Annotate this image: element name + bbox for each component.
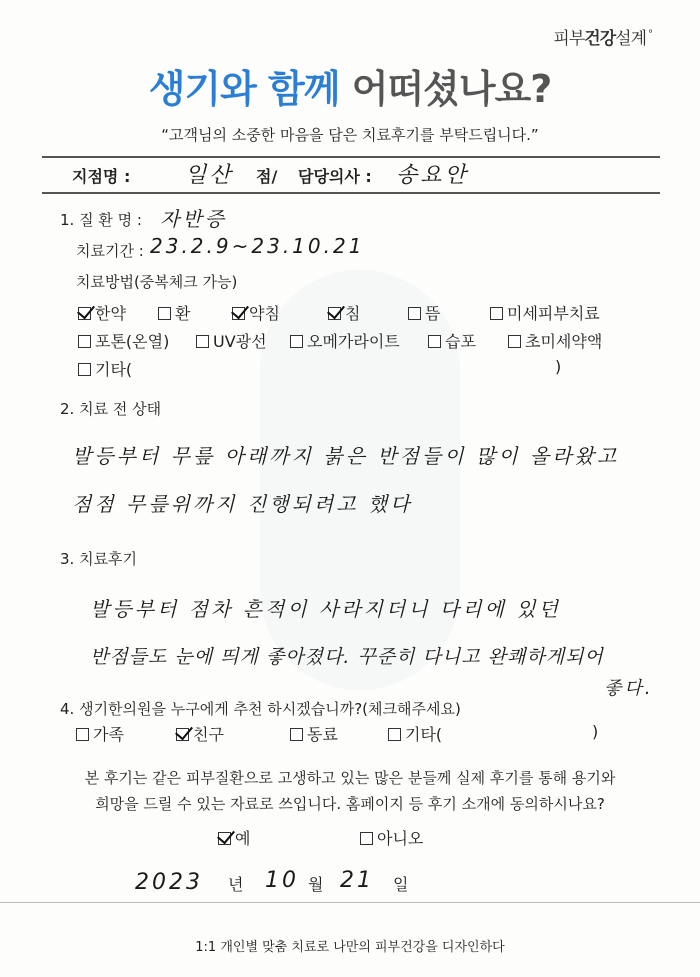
checkbox[interactable] [428,335,441,348]
checkbox-checked[interactable] [218,832,231,845]
recommend-label: 동료 [307,725,338,744]
brand-bold: 건강 [584,29,616,49]
date-day: 21 [340,868,374,893]
method-label: 환 [175,304,191,323]
recommend-other[interactable] [388,722,442,745]
consent-line2: 희망을 드릴 수 있는 자료로 쓰입니다. 홈페이지 등 후기 소개에 동의하시나요? [95,795,605,813]
checkbox[interactable] [196,335,209,348]
method-hwan[interactable] [158,301,190,324]
method-label: 습포 [445,332,476,351]
method-other[interactable] [78,357,132,380]
checkbox[interactable] [290,728,303,741]
method-other-label: 기타( [95,360,133,379]
period-value: 23.2.9~23.10.21 [150,234,365,258]
method-seuppo[interactable] [428,329,476,352]
section2-label: 2. 치료 전 상태 [60,400,162,418]
title-gray: 어떠셨나요? [351,67,552,111]
consent-yes-label: 예 [235,829,251,848]
recommend-label: 친구 [193,725,224,744]
checkbox-checked[interactable] [78,307,91,320]
doctor-label: 담당의사 : [298,167,372,186]
recommend-label: 기타( [405,725,443,744]
recommend-friend[interactable] [176,722,224,745]
section4-label: 4. 생기한의원을 누구에게 추천 하시겠습니까?(체크해주세요) [60,700,461,718]
checkbox[interactable] [158,307,171,320]
checkbox[interactable] [408,307,421,320]
consent-no-label: 아니오 [377,829,424,848]
method-photon[interactable] [78,329,169,352]
consent-no[interactable] [360,826,423,849]
checkbox-checked[interactable] [232,307,245,320]
review-line1: 발등부터 점차 흔적이 사라지더니 다리에 있던 [90,597,561,621]
method-label: 침 [345,304,361,323]
checkbox[interactable] [508,335,521,348]
divider-top [42,156,660,158]
date-month-label: 월 [308,875,324,894]
brand-prefix: 피부 [553,29,585,49]
method-hanyak[interactable] [78,301,126,324]
date-day-label: 일 [393,875,409,894]
brand-dot: ° [648,29,652,41]
consent-yes[interactable] [218,826,250,849]
footer-divider [0,902,700,903]
method-micro-liquid[interactable] [508,329,602,352]
checkbox-checked[interactable] [176,728,189,741]
diagnosis-value: 자반증 [160,207,227,231]
date-year-label: 년 [228,875,244,894]
checkbox[interactable] [78,335,91,348]
recommend-label: 가족 [93,725,124,744]
method-fine-skin[interactable] [490,301,600,324]
method-label: 한약 [95,304,126,323]
method-other-close: ) [555,357,562,376]
period-label: 치료기간 : [76,242,144,260]
page-subtitle: “고객님의 소중한 마음을 담은 치료후기를 부탁드립니다.” [161,126,539,144]
method-yakchim[interactable] [232,301,280,324]
method-omega[interactable] [290,329,400,352]
method-label: 약침 [249,304,280,323]
checkbox[interactable] [490,307,503,320]
date-month: 10 [265,868,299,893]
checkbox[interactable] [290,335,303,348]
branch-value: 일산 [185,163,234,188]
method-label: 초미세약액 [525,332,603,351]
brand-suffix: 설계 [615,29,646,49]
doctor-value: 송요안 [396,163,469,188]
before-state-line2: 점점 무릎위까지 진행되려고 했다 [72,492,413,516]
method-chim[interactable] [328,301,360,324]
recommend-other-close: ) [592,722,599,741]
before-state-line1: 발등부터 무릎 아래까지 붉은 반점들이 많이 올라왔고 [72,444,620,468]
checkbox-checked[interactable] [328,307,341,320]
recommend-colleague[interactable] [290,722,338,745]
footer-tagline: 1:1 개인별 맞춤 치료로 나만의 피부건강을 디자인하다 [195,940,505,955]
method-label: 오메가라이트 [307,332,400,351]
divider-bottom [42,192,660,194]
section3-label: 3. 치료후기 [60,550,138,568]
method-label: 치료방법(중복체크 가능) [76,273,238,291]
consent-line1: 본 후기는 같은 피부질환으로 고생하고 있는 많은 분들께 실제 후기를 통해 용기와 [84,769,616,787]
method-label: UV광선 [213,332,267,351]
diagnosis-label: 1. 질 환 명 : [60,211,142,229]
checkbox[interactable] [76,728,89,741]
date-year: 2023 [135,870,203,895]
checkbox[interactable] [78,363,91,376]
method-label: 미세피부치료 [507,304,600,323]
method-tteum[interactable] [408,301,440,324]
method-label: 뜸 [425,304,441,323]
checkbox[interactable] [360,832,373,845]
checkbox[interactable] [388,728,401,741]
method-label: 포톤(온열) [95,332,170,351]
title-blue: 생기와 함께 [148,67,340,111]
method-uv[interactable] [196,329,267,352]
review-line3: 좋다. [604,678,654,699]
brand-logo [553,24,652,49]
recommend-family[interactable] [76,722,124,745]
branch-label: 지점명 : [72,167,131,186]
page-title [0,58,700,113]
branch-suffix: 점/ [256,167,278,186]
review-line2: 반점들도 눈에 띄게 좋아졌다. 꾸준히 다니고 완쾌하게되어 [90,646,604,668]
